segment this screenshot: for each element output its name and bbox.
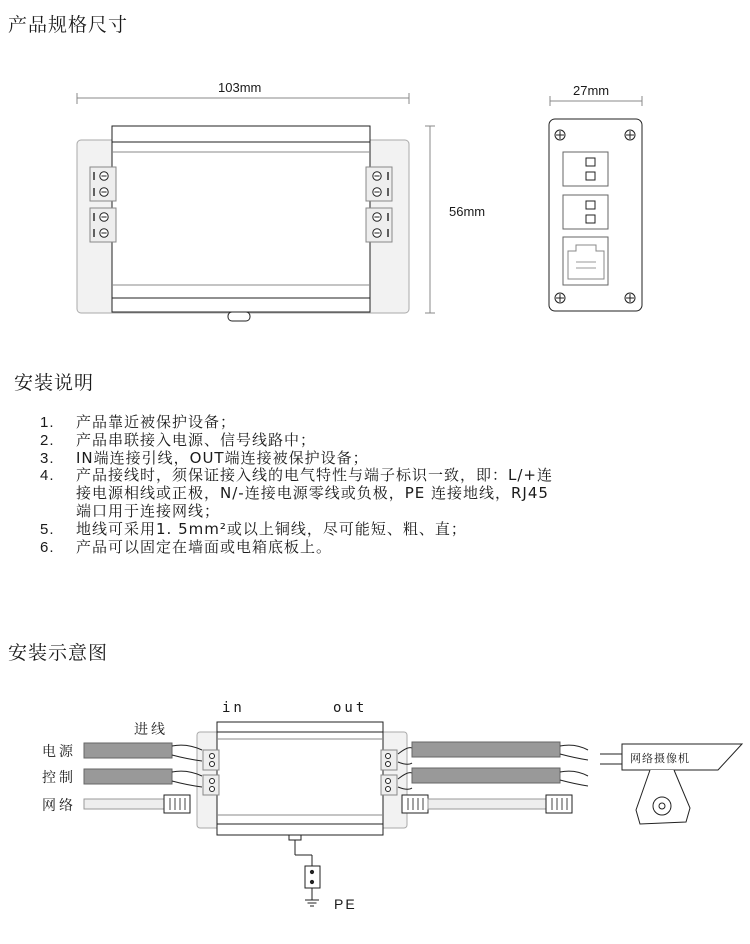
output-wires xyxy=(398,742,588,813)
input-wire-label: 进线 xyxy=(134,722,168,738)
instruction-text: 产品靠近被保护设备； xyxy=(76,413,237,431)
diagram-device xyxy=(197,722,407,840)
instruction-number: 4. xyxy=(40,467,55,485)
instruction-text: 端口用于连接网线； xyxy=(76,501,221,520)
out-label: out xyxy=(333,700,368,716)
instruction-text: 接电源相线或正极，N/-连接电源零线或负极，PE 连接地线，RJ45 xyxy=(76,484,549,503)
instruction-text: IN端连接引线，OUT端连接被保护设备； xyxy=(76,448,369,467)
side-view xyxy=(549,119,642,311)
instruction-list xyxy=(40,414,730,556)
width-dimension-label: 27mm xyxy=(573,83,610,98)
instruction-item-4 xyxy=(40,467,730,520)
instruction-item-1 xyxy=(40,414,730,432)
front-view xyxy=(77,126,409,321)
instruction-number: 5. xyxy=(40,520,55,538)
instruction-item-3 xyxy=(40,450,730,468)
network-label: 网络 xyxy=(42,798,76,814)
instruction-text: 产品可以固定在墙面或电箱底板上。 xyxy=(76,537,333,556)
install-title: 安装说明 xyxy=(14,372,95,394)
instruction-number: 3. xyxy=(40,449,55,467)
instruction-item-6 xyxy=(40,539,730,557)
power-label: 电源 xyxy=(42,744,76,760)
length-dimension-label: 103mm xyxy=(218,80,262,95)
instruction-number: 1. xyxy=(40,414,55,431)
instruction-text: 产品接线时，须保证接入线的电气特性与端子标识一致，即：L/+连 xyxy=(76,466,553,485)
control-label: 控制 xyxy=(42,770,76,786)
specs-title: 产品规格尺寸 xyxy=(8,14,129,36)
instruction-text: 地线可采用1. 5mm²或以上铜线，尽可能短、粗、直； xyxy=(76,519,467,538)
in-label: in xyxy=(222,700,245,716)
camera-label: 网络摄像机 xyxy=(630,752,690,765)
instruction-item-5 xyxy=(40,521,730,539)
instruction-item-2 xyxy=(40,432,730,450)
diagram-title: 安装示意图 xyxy=(8,642,109,664)
input-wires xyxy=(84,743,202,813)
pe-label: PE xyxy=(334,896,357,912)
instruction-text: 产品串联接入电源、信号线路中； xyxy=(76,430,317,449)
height-dimension-label: 56mm xyxy=(449,204,486,219)
instruction-number: 6. xyxy=(40,538,55,556)
ground-connection xyxy=(295,840,320,906)
instruction-number: 2. xyxy=(40,431,55,449)
